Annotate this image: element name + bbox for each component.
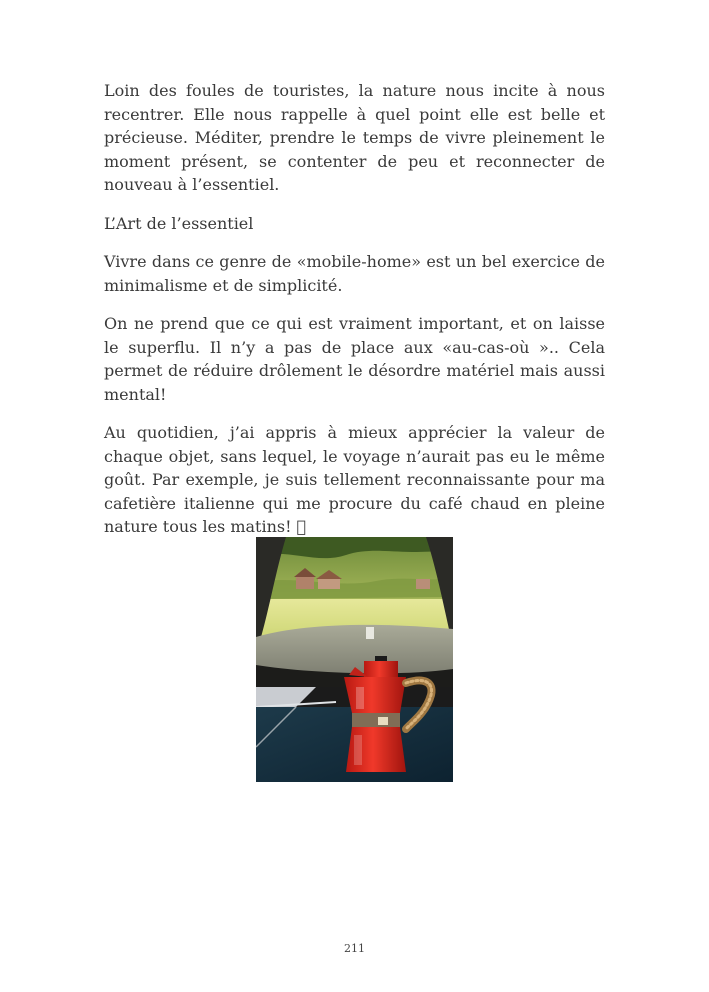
- page-number: 211: [344, 942, 365, 955]
- paragraph-nature: Loin des foules de touristes, la nature nous incite à nous recentrer. Elle nous rappelle à quel point elle est belle et précieuse. Méditer, prendre le temps de vivre pleinement le moment présent, se contenter de peu et reconnecter de nouveau à l’essentiel.: [104, 81, 605, 194]
- paragraph-quotidien: [104, 421, 605, 539]
- photo-illustration: [256, 537, 453, 782]
- photo-moka-pot-in-van: [256, 537, 453, 782]
- paragraph-mobile-home: Vivre dans ce genre de «mobile-home» est un bel exercice de minimalisme et de simplicité.: [104, 252, 605, 295]
- section-heading: L’Art de l’essentiel: [104, 213, 254, 233]
- page-body-text: [104, 79, 605, 554]
- paragraph-superflu: On ne prend que ce qui est vraiment important, et on laisse le superflu. Il n’y a pas de place aux «au-cas-où ».. Cela permet de réduire drôlement le désordre matériel mais aussi mental!: [104, 314, 605, 404]
- missing-glyph-box: [297, 517, 307, 536]
- paragraph-quotidien-text: Au quotidien, j’ai appris à mieux apprécier la valeur de chaque objet, sans lequel, le voyage n’aurait pas eu le même goût. Par exemple, je suis tellement reconnaissante pour ma cafetière italienne qui me procure du café chaud en pleine nature tous les matins!: [104, 423, 605, 536]
